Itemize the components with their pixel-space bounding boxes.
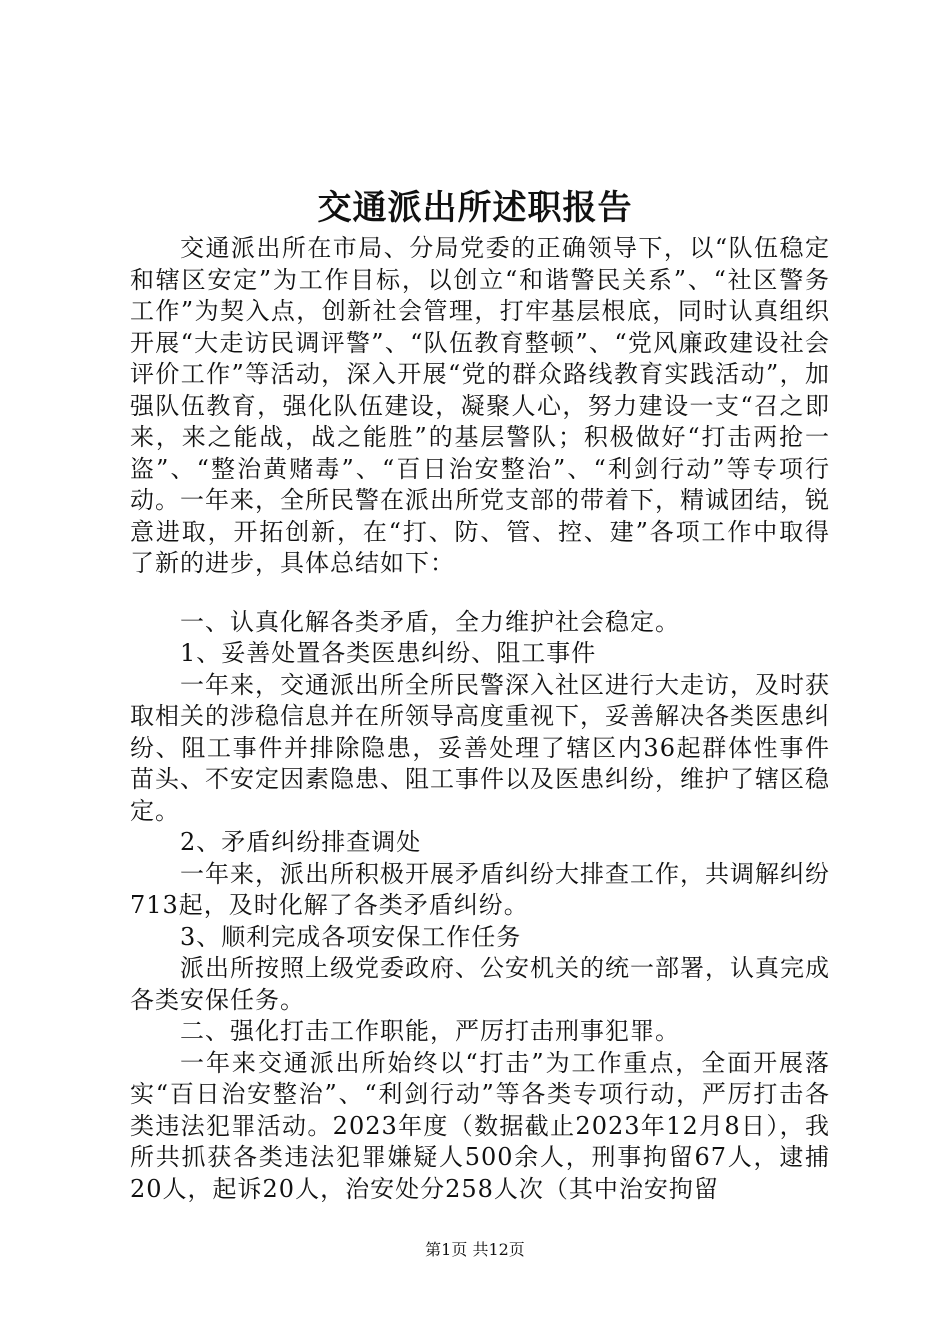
section-heading-1: 一、认真化解各类矛盾，全力维护社会稳定。 (180, 607, 680, 636)
paragraph-1-2: 一年来，派出所积极开展矛盾纠纷大排查工作，共调解纠纷713起，及时化解了各类矛盾纠纷。 (130, 859, 830, 919)
page-footer: 第1页 共12页 (425, 1240, 525, 1259)
paragraph-1-1: 一年来，交通派出所全所民警深入社区进行大走访，及时获取相关的涉稳信息并在所领导高度重视下，妥善解决各类医患纠纷、阻工事件并排除隐患，妥善处理了辖区内36起群体性事件苗头、不安定因素隐患、阻工事件以及医患纠纷，维护了辖区稳定。 (130, 670, 830, 825)
paragraph-2: 一年来交通派出所始终以“打击”为工作重点，全面开展落实“百日治安整治”、“利剑行动”等各类专项行动，严厉打击各类违法犯罪活动。2023年度（数据截止2023年12月8日），我所共抓获各类违法犯罪嫌疑人500余人，刑事拘留67人，逮捕20人，起诉20人，治安处分258人次（其中治安拘留 (130, 1048, 830, 1203)
intro-paragraph: 交通派出所在市局、分局党委的正确领导下，以“队伍稳定和辖区安定”为工作目标，以创立“和谐警民关系”、“社区警务工作”为契入点，创新社会管理，打牢基层根底，同时认真组织开展“大走访民调评警”、“队伍教育整顿”、“党风廉政建设社会评价工作”等活动，深入开展“党的群众路线教育实践活动”，加强队伍教育，强化队伍建设，凝聚人心，努力建设一支“召之即来，来之能战，战之能胜”的基层警队；积极做好“打击两抢一盗”、“整治黄赌毒”、“百日治安整治”、“利剑行动”等专项行动。一年来，全所民警在派出所党支部的带着下，精诚团结，锐意进取，开拓创新，在“打、防、管、控、建”各项工作中取得了新的进步，具体总结如下： (130, 234, 830, 577)
section-heading-2: 二、强化打击工作职能，严厉打击刑事犯罪。 (180, 1017, 680, 1045)
subsection-heading-1-1: 1、妥善处置各类医患纠纷、阻工事件 (180, 639, 597, 667)
subsection-heading-1-2: 2、矛盾纠纷排查调处 (180, 828, 422, 856)
subsection-heading-1-3: 3、顺利完成各项安保工作任务 (180, 922, 522, 951)
document-body (130, 233, 830, 1205)
paragraph-1-3: 派出所按照上级党委政府、公安机关的统一部署，认真完成各类安保任务。 (130, 954, 830, 1014)
document-title: 交通派出所述职报告 (317, 188, 633, 228)
